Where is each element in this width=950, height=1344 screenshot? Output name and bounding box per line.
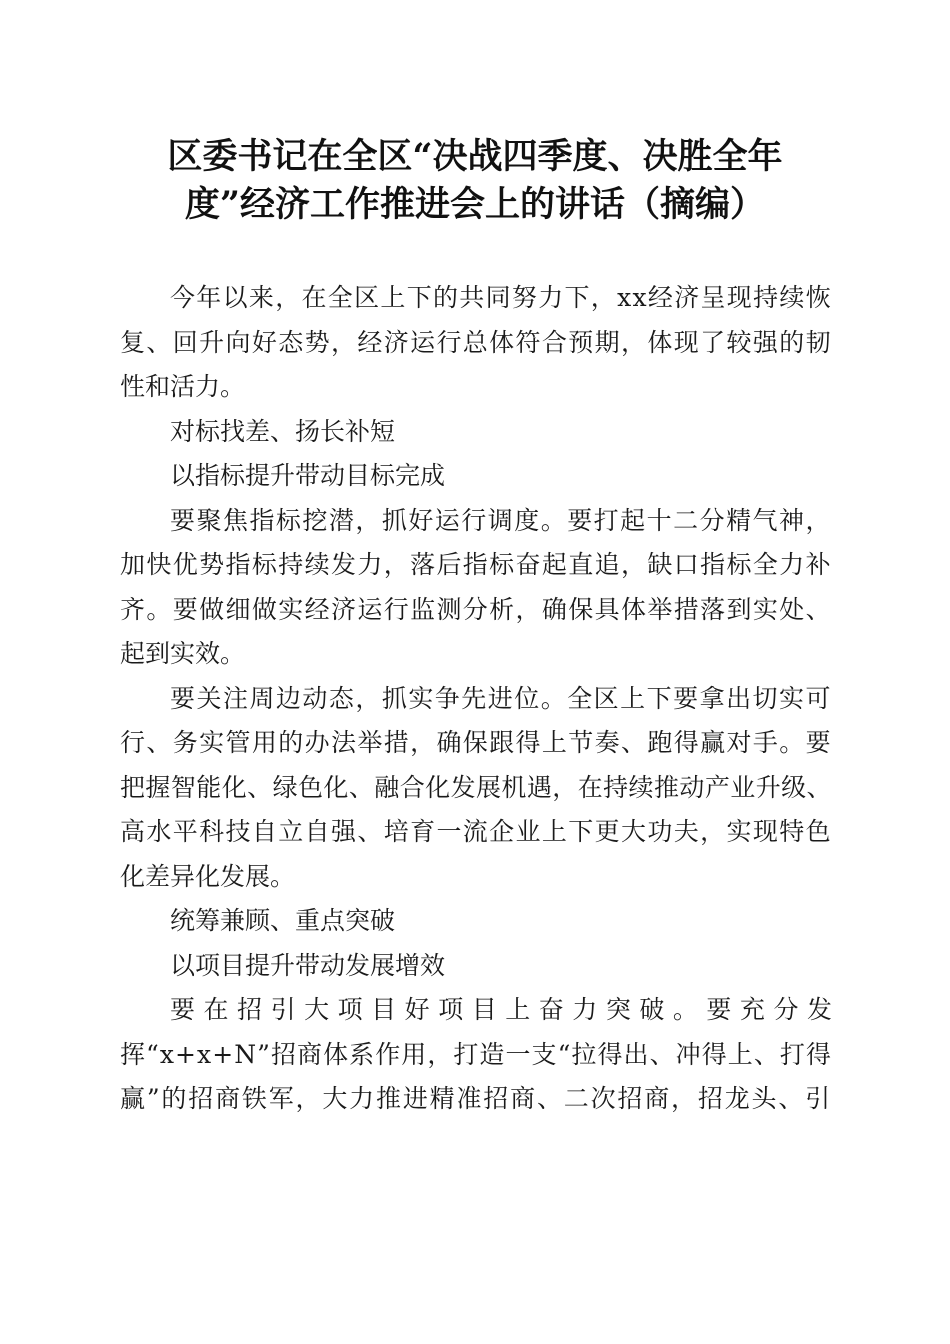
text-line: 挥“x+x+N”招商体系作用，打造一支“拉得出、冲得上、打得 bbox=[120, 1039, 832, 1069]
text-line: 把握智能化、绿色化、融合化发展机遇，在持续推动产业升级、 bbox=[120, 772, 832, 802]
text-line: 复、回升向好态势，经济运行总体符合预期，体现了较强的韧 bbox=[120, 327, 832, 357]
text-line: 行、务实管用的办法举措，确保跟得上节奏、跑得赢对手。要 bbox=[120, 728, 832, 757]
text-line: 化差异化发展。 bbox=[120, 861, 296, 891]
section-subheading: 以项目提升带动发展增效 bbox=[170, 950, 446, 980]
title-line-2: 度”经济工作推进会上的讲话（摘编） bbox=[184, 184, 766, 225]
text-line: 赢”的招商铁军，大力推进精准招商、二次招商，招龙头、引 bbox=[120, 1084, 832, 1113]
section-subheading: 以指标提升带动目标完成 bbox=[170, 461, 446, 490]
text-line: 起到实效。 bbox=[120, 639, 246, 668]
document-title bbox=[120, 133, 830, 229]
text-line: 加快优势指标持续发力，落后指标奋起直追，缺口指标全力补 bbox=[120, 550, 832, 579]
text-line: 齐。要做细做实经济运行监测分析，确保具体举措落到实处、 bbox=[120, 594, 832, 624]
text-line: 要关注周边动态，抓实争先进位。全区上下要拿出切实可 bbox=[170, 683, 832, 713]
text-line: 性和活力。 bbox=[120, 372, 246, 401]
document-body bbox=[120, 276, 832, 1122]
text-line: 要在招引大项目好项目上奋力突破。要充分发 bbox=[170, 995, 832, 1024]
text-line: 要聚焦指标挖潜，抓好运行调度。要打起十二分精气神， bbox=[170, 505, 832, 535]
text-line: 高水平科技自立自强、培育一流企业上下更大功夫，实现特色 bbox=[120, 817, 832, 846]
section-heading: 对标找差、扬长补短 bbox=[170, 416, 396, 446]
section-heading: 统筹兼顾、重点突破 bbox=[170, 906, 396, 935]
text-line: 今年以来，在全区上下的共同努力下，xx经济呈现持续恢 bbox=[170, 283, 832, 312]
title-line-1: 区委书记在全区“决战四季度、决胜全年 bbox=[167, 136, 783, 177]
